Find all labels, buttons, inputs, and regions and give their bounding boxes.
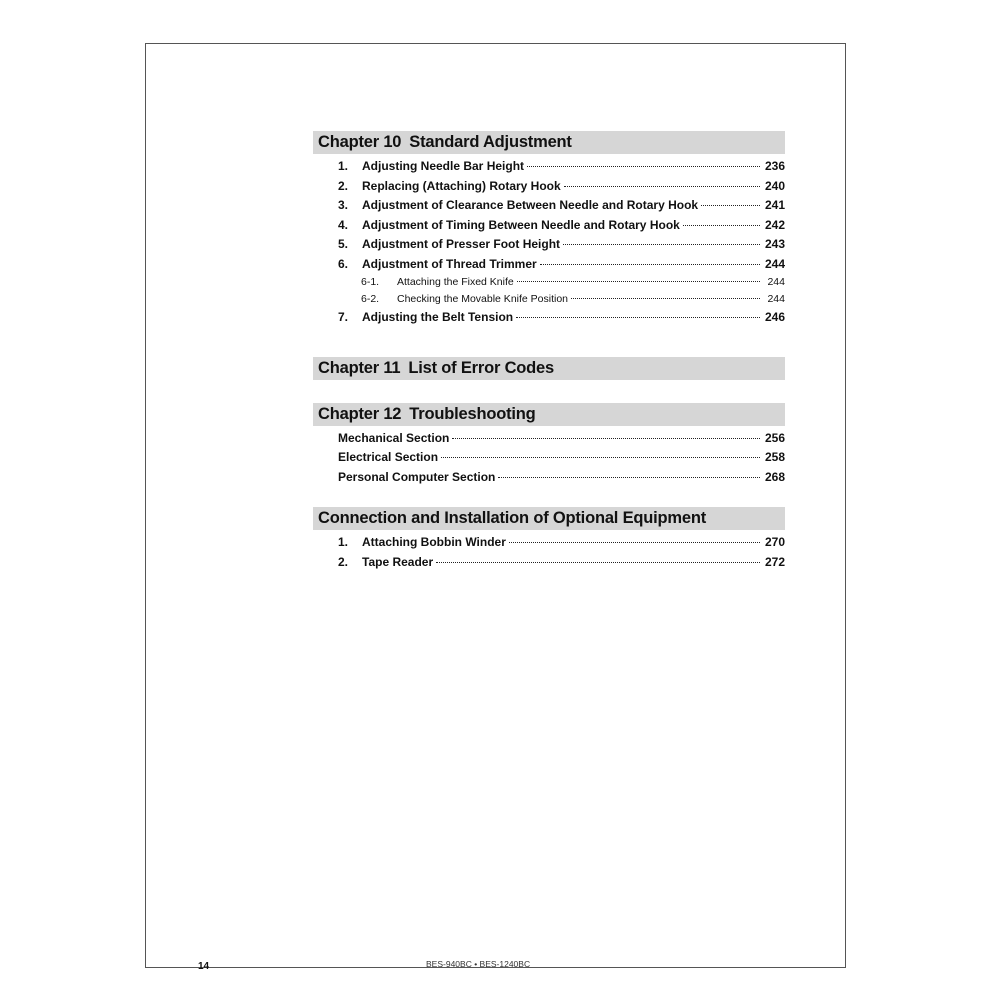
entry-number: 1.: [338, 535, 349, 549]
toc-entry[interactable]: [313, 468, 785, 488]
dot-leader: [527, 166, 760, 167]
entry-title: Adjustment of Clearance Between Needle and Rotary Hook: [362, 198, 699, 212]
entry-list: [313, 530, 785, 572]
dot-leader: [563, 244, 760, 245]
toc-entry[interactable]: [313, 533, 785, 553]
entry-number: 3.: [338, 198, 349, 212]
dot-leader: [683, 225, 760, 226]
dot-leader: [701, 205, 760, 206]
chapter-heading[interactable]: [313, 131, 785, 154]
toc-entry[interactable]: [313, 308, 785, 328]
entry-number: 2.: [338, 554, 349, 569]
chapter-heading[interactable]: [313, 357, 785, 380]
optional-equipment-section: [313, 507, 785, 572]
dot-leader: [452, 438, 760, 439]
entry-page: 244: [767, 293, 785, 305]
entry-page: 244: [767, 276, 785, 288]
entry-number: 2.: [338, 178, 349, 193]
entry-title: Adjustment of Thread Trimmer: [362, 256, 537, 271]
toc-entry[interactable]: [313, 429, 785, 449]
entry-title: Adjusting the Belt Tension: [362, 310, 514, 324]
entry-title: Attaching Bobbin Winder: [362, 535, 506, 549]
table-of-contents: [313, 131, 785, 572]
dot-leader: [436, 562, 760, 563]
entry-number: 6-1.: [361, 276, 380, 288]
chapter-10-section: [313, 131, 785, 328]
entry-list: [313, 154, 785, 328]
entry-title: Replacing (Attaching) Rotary Hook: [362, 178, 561, 193]
chapter-title: Standard Adjustment: [409, 133, 572, 151]
entry-page: 241: [764, 198, 785, 212]
chapter-12-section: [313, 403, 785, 488]
entry-title: Electrical Section: [338, 450, 439, 464]
spacer: [313, 380, 785, 403]
chapter-heading[interactable]: [313, 507, 785, 530]
toc-entry[interactable]: [313, 448, 785, 468]
dot-leader: [516, 317, 760, 318]
entry-title: Adjustment of Presser Foot Height: [362, 237, 561, 251]
entry-page: 246: [764, 310, 785, 324]
entry-title: Attaching the Fixed Knife: [397, 276, 514, 288]
entry-page: 258: [764, 450, 785, 464]
dot-leader: [509, 542, 760, 543]
entry-title: Adjustment of Timing Between Needle and Rotary Hook: [362, 217, 680, 232]
chapter-title: Connection and Installation of Optional Equipment: [318, 509, 707, 527]
spacer: [313, 487, 785, 507]
entry-title: Mechanical Section: [338, 430, 450, 445]
dot-leader: [517, 281, 760, 282]
chapter-heading[interactable]: [313, 403, 785, 426]
toc-entry[interactable]: [313, 196, 785, 216]
chapter-number: Chapter 10: [318, 133, 402, 151]
dot-leader: [564, 186, 760, 187]
chapter-number: Chapter 12: [318, 404, 402, 423]
entry-page: 243: [764, 237, 785, 251]
dot-leader: [540, 264, 760, 265]
entry-title: Adjusting Needle Bar Height: [362, 159, 525, 173]
toc-entry[interactable]: [313, 177, 785, 197]
entry-title: Tape Reader: [362, 554, 434, 569]
entry-page: 268: [764, 469, 785, 484]
toc-entry[interactable]: [313, 255, 785, 275]
entry-number: 4.: [338, 217, 349, 232]
toc-subentry[interactable]: [313, 291, 785, 308]
chapter-number: Chapter 11: [318, 358, 401, 377]
toc-subentry[interactable]: [313, 274, 785, 291]
entry-page: 240: [764, 178, 785, 193]
entry-page: 242: [764, 217, 785, 232]
entry-page: 272: [764, 554, 785, 569]
footer-model-name: BES-940BC • BES-1240BC: [426, 959, 531, 969]
toc-entry[interactable]: [313, 157, 785, 177]
footer-page-number: 14: [198, 961, 210, 972]
dot-leader: [441, 457, 760, 458]
chapter-title: Troubleshooting: [409, 404, 536, 423]
entry-number: 6-2.: [361, 293, 380, 305]
dot-leader: [571, 298, 760, 299]
chapter-11-section: [313, 357, 785, 380]
toc-entry[interactable]: [313, 553, 785, 573]
entry-list: [313, 426, 785, 488]
spacer: [313, 328, 785, 357]
entry-title: Checking the Movable Knife Position: [397, 293, 569, 305]
dot-leader: [498, 477, 760, 478]
entry-page: 236: [764, 159, 785, 173]
toc-entry[interactable]: [313, 235, 785, 255]
entry-number: 7.: [338, 310, 349, 324]
chapter-title: List of Error Codes: [408, 358, 555, 377]
entry-page: 270: [764, 535, 785, 549]
entry-number: 5.: [338, 237, 349, 251]
entry-page: 256: [764, 430, 785, 445]
entry-page: 244: [764, 256, 785, 271]
entry-number: 6.: [338, 256, 349, 271]
manual-page: [145, 43, 846, 972]
entry-number: 1.: [338, 159, 349, 173]
toc-entry[interactable]: [313, 216, 785, 236]
entry-title: Personal Computer Section: [338, 469, 496, 484]
